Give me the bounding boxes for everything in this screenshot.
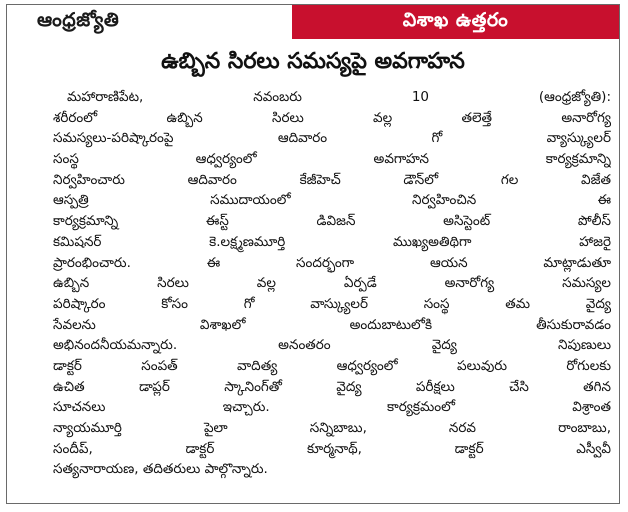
article-headline: ఉబ్బిన సిరలు సమస్యపై అవగాహన	[161, 49, 465, 74]
newspaper-name: ఆంధ్రజ్యోతి	[7, 5, 292, 39]
article-line: సంస్థ ఆధ్వర్యంలో అవగాహన కార్యక్రమాన్ని	[53, 151, 611, 168]
article-line: ప్రారంభించారు. ఈ సందర్భంగా ఆయన మాట్లాడుతూ	[53, 254, 611, 271]
article-line: సూచనలు ఇచ్చారు. కార్యక్రమంలో విశ్రాంత	[53, 399, 611, 416]
article-line: సందీప్, డాక్టర్ కూర్మనాథ్, డాక్టర్ ఎస్వీవీ	[53, 440, 611, 457]
article-line: ఉబ్బిన సిరలు వల్ల ఏర్పడే అనారోగ్య సమస్యల	[53, 275, 611, 292]
article-line: కార్యక్రమాన్ని ఈస్ట్ డివిజన్ అసిస్టెంట్ పోలీస్	[53, 213, 611, 230]
article-line: కమిషనర్ కె.లక్ష్మణమూర్తి ముఖ్యఅతిథిగా హాజరై	[53, 233, 611, 250]
article-line: పరిష్కారం కోసం గో వాస్క్యులర్ సంస్థ తమ వైద్య	[53, 295, 611, 312]
article-line: డాక్టర్ సంపత్ వాదిత్య ఆధ్వర్యంలో పలువురు రోగులకు	[53, 357, 611, 374]
edition-label: విశాఖ ఉత్తరం	[292, 5, 619, 39]
article-line: ఉచిత డాప్లర్ స్కానింగ్‌తో వైద్య పరీక్షలు చేసి తగిన	[53, 378, 611, 395]
article-body	[53, 87, 611, 480]
article-line: సేవలను విశాఖలో అందుబాటులోకి తీసుకురావడం	[53, 316, 611, 333]
article-line: న్యాయమూర్తి పైలా సన్నిబాబు, నరవ రాంబాబు,	[53, 420, 611, 436]
article-line: శరీరంలో ఉబ్బిన సిరలు వల్ల తలెత్తే అనారోగ్య	[53, 109, 611, 126]
article-line: సత్యనారాయణ, తదితరులు పాల్గొన్నారు.	[53, 461, 268, 478]
article-line: నిర్వహించారు ఆదివారం కేజీహెచ్ డౌన్‌లో గల విజేత	[53, 171, 611, 188]
article-line: మహారాణిపేట, నవంబరు 10 (ఆంధ్రజ్యోతి):	[67, 89, 611, 105]
article-line: అభినందనీయమన్నారు. అనంతరం వైద్య నిపుణులు	[53, 337, 611, 354]
masthead	[7, 5, 619, 39]
article-line: ఆస్పత్రి సముదాయంలో నిర్వహించిన ఈ	[53, 192, 611, 209]
clipping-frame	[6, 4, 620, 504]
article-line: సమస్యలు-పరిష్కారంపై ఆదివారం గో వ్యాస్క్యులర్	[53, 130, 611, 147]
